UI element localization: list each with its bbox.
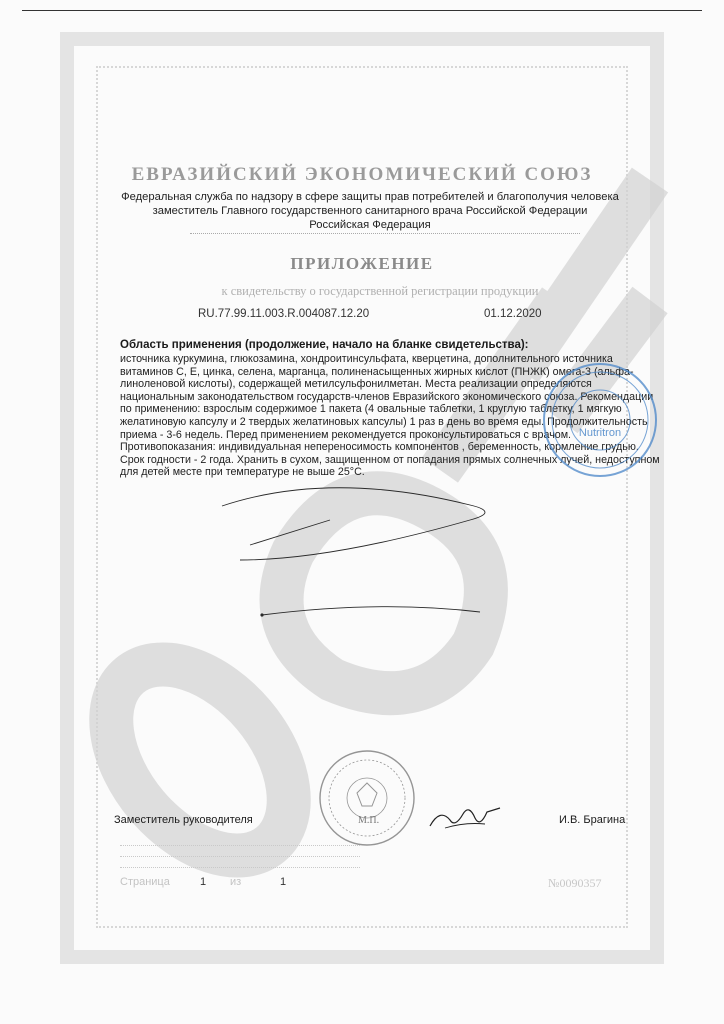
company-stamp-icon bbox=[540, 360, 660, 480]
stamp-text: Nutritron bbox=[578, 427, 622, 439]
agency-line-1: Федеральная служба по надзору в сфере защиты прав потребителей и благополучия человека bbox=[121, 191, 619, 203]
signatory-name: И.В. Брагина bbox=[559, 814, 626, 826]
scope-heading: Область применения (продолжение, начало на бланке свидетельства): bbox=[120, 339, 529, 351]
signatory-role: Заместитель руководителя bbox=[114, 814, 253, 826]
agency-line-3: Российская Федерация bbox=[309, 219, 431, 231]
agency-line-2: заместитель Главного государственного санитарного врача Российской Федерации bbox=[152, 205, 588, 217]
union-title: ЕВРАЗИЙСКИЙ ЭКОНОМИЧЕСКИЙ СОЮЗ bbox=[131, 164, 593, 185]
registration-number: RU.77.99.11.003.R.004087.12.20 bbox=[198, 308, 370, 320]
agency-block bbox=[90, 190, 650, 232]
seal-placeholder: М.П. bbox=[358, 815, 380, 826]
page-label: Страница bbox=[120, 876, 170, 888]
top-rule bbox=[22, 10, 702, 11]
page-separator: из bbox=[230, 876, 242, 888]
page-total: 1 bbox=[280, 876, 287, 888]
official-seal-icon bbox=[317, 748, 417, 848]
appendix-caption: к свидетельству о государственной регистрации продукции bbox=[221, 284, 539, 298]
form-serial-number: №0090357 bbox=[548, 876, 602, 890]
footer-print-lines bbox=[120, 836, 360, 869]
appendix-title: ПРИЛОЖЕНИЕ bbox=[290, 254, 434, 273]
agency-divider bbox=[190, 233, 580, 234]
page-current: 1 bbox=[200, 876, 207, 888]
scope-body: источника куркумина, глюкозамина, хондроитинсульфата, кверцетина, дополнительного источника витаминов С, Е, цинка, селена, марганца, полиненасыщенных жирных кислот (ПНЖК) омега-3 (альфа-линоленовой кислоты), содержащей метилсульфонилметан. Места реализации определяются национальным законодательством государств-членов Евразийского экономического союза. Рекомендации по применению: взрослым содержимое 1 пакета (4 овальные таблетки, 1 круглую таблетку, 1 мягкую желатиновую капсулу и 2 твердых желатиновых капсулы) 1 раз в день во время еды. Продолжительность приема - 3-6 недель. Перед применением рекомендуется проконсультироваться с врачом. Противопоказания: индивидуальная непереносимость компонентов , беременность, кормление грудью. Срок годности - 2 года. Хранить в сухом, защищенном от попадания прямых солнечных лучей, недоступном для детей месте при температуре не выше 25°С. bbox=[120, 353, 660, 479]
handwritten-signature bbox=[425, 798, 505, 838]
registration-date: 01.12.2020 bbox=[484, 308, 542, 320]
